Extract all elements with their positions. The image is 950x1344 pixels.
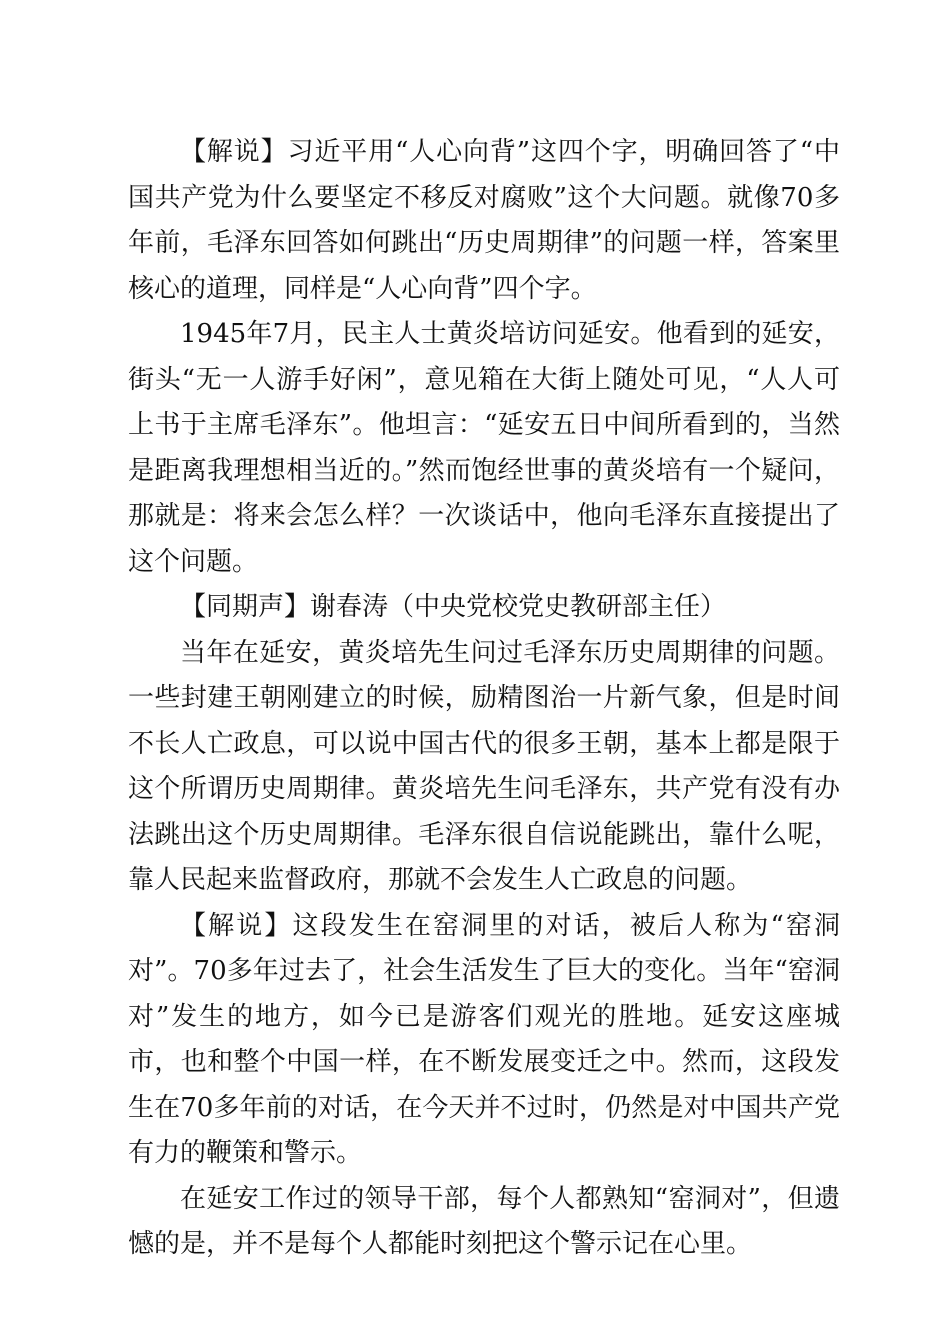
paragraph-commentary-2: 【解说】这段发生在窑洞里的对话，被后人称为“窑洞对”。70多年过去了，社会生活发生了巨大的变化。当年“窑洞对”发生的地方，如今已是游客们观光的胜地。延安这座城市，也和整个中国一样，在不断发展变迁之中。然而，这段发生在70多年前的对话，在今天并不过时，仍然是对中国共产党有力的鞭策和警示。 bbox=[128, 910, 840, 1168]
paragraph-commentary-1: 【解说】习近平用“人心向背”这四个字，明确回答了“中国共产党为什么要坚定不移反对腐败”这个大问题。就像70多年前，毛泽东回答如何跳出“历史周期律”的问题一样，答案里核心的道理，同样是“人心向背”四个字。 bbox=[128, 137, 840, 304]
document-page bbox=[128, 130, 840, 1268]
paragraph-closing: 在延安工作过的领导干部，每个人都熟知“窑洞对”，但遗憾的是，并不是每个人都能时刻把这个警示记在心里。 bbox=[128, 1183, 840, 1259]
paragraph-huang-yanpei-visit: 1945年7月，民主人士黄炎培访问延安。他看到的延安，街头“无一人游手好闲”，意见箱在大街上随处可见，“人人可上书于主席毛泽东”。他坦言：“延安五日中间所看到的，当然是距离我理想相当近的。”然而饱经世事的黄炎培有一个疑问，那就是：将来会怎么样？一次谈话中，他向毛泽东直接提出了这个问题。 bbox=[128, 319, 840, 577]
paragraph-sound-bite-content: 当年在延安，黄炎培先生问过毛泽东历史周期律的问题。一些封建王朝刚建立的时候，励精图治一片新气象，但是时间不长人亡政息，可以说中国古代的很多王朝，基本上都是限于这个所谓历史周期律。黄炎培先生问毛泽东，共产党有没有办法跳出这个历史周期律。毛泽东很自信说能跳出，靠什么呢，靠人民起来监督政府，那就不会发生人亡政息的问题。 bbox=[128, 637, 840, 895]
paragraph-sound-bite-speaker: 【同期声】谢春涛（中央党校党史教研部主任） bbox=[180, 592, 727, 622]
